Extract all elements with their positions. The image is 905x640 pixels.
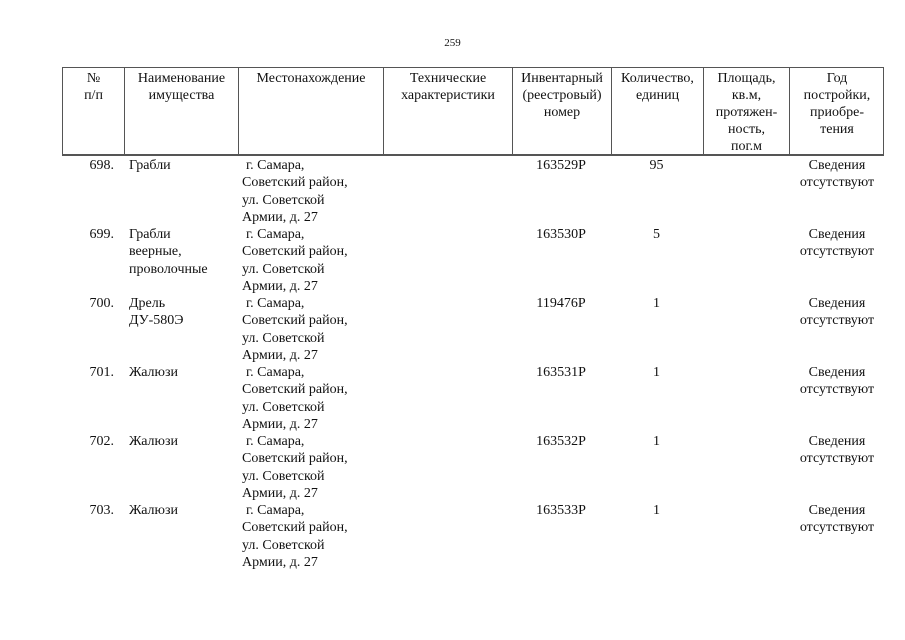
header-line: Технические [409,71,487,86]
location-line: Армии, д. 27 [242,348,318,364]
name-line: Дрель [129,296,166,311]
header-line: кв.м, [731,88,762,103]
row-name [129,295,239,330]
row-location [242,157,382,227]
row-inventory: 163529Р [536,158,586,173]
header-name [124,68,238,155]
header-quantity [611,68,703,155]
header-line: протяжен- [715,105,778,120]
name-line: проволочные [129,261,208,277]
table-row [62,295,884,364]
header-line: пог.м [730,139,762,154]
row-number: 702. [89,434,114,449]
table-header [62,67,884,155]
year-line: отсутствуют [799,451,875,467]
table-row [62,157,884,226]
location-line: Советский район, [242,244,348,260]
row-quantity: 1 [653,296,660,311]
location-line: Армии, д. 27 [242,210,318,226]
year-line: Сведения [808,503,866,518]
header-line: ность, [727,122,766,137]
header-line: Инвентарный [521,71,603,86]
location-line: ул. Советской [242,399,325,415]
header-line: Наименование [137,71,226,86]
row-inventory: 163531Р [536,365,586,380]
header-inventory [512,68,611,155]
header-bottom-rule [62,155,884,156]
location-line: Армии, д. 27 [242,417,318,433]
location-line: ул. Советской [242,261,325,277]
location-line: г. Самара, [246,434,305,449]
location-line: Армии, д. 27 [242,279,318,295]
year-line: Сведения [808,434,866,449]
location-line: г. Самара, [246,158,305,173]
header-line: Год [826,71,848,86]
header-line: п/п [84,88,103,103]
row-number: 699. [89,227,114,242]
year-line: Сведения [808,296,866,311]
row-location [242,364,382,434]
header-line: (реестровый) [522,88,602,103]
header-number [63,68,124,155]
year-line: отсутствуют [799,520,875,536]
name-line: веерные, [129,244,182,260]
header-line: характеристики [401,88,495,103]
row-quantity: 5 [653,227,660,242]
name-line: Грабли [129,158,171,173]
year-line: Сведения [808,227,866,242]
header-line: тения [820,122,854,137]
row-location [242,502,382,572]
location-line: ул. Советской [242,192,325,208]
year-line: отсутствуют [799,313,875,329]
row-year [790,226,884,261]
row-number: 703. [89,503,114,518]
header-line: постройки, [803,88,871,103]
row-year [790,157,884,192]
name-line: Жалюзи [129,365,178,380]
table-row [62,502,884,571]
year-line: отсутствуют [799,382,875,398]
location-line: Армии, д. 27 [242,486,318,502]
header-line: приобре- [810,105,864,120]
location-line: Армии, д. 27 [242,555,318,571]
row-year [790,502,884,537]
header-specs [383,68,512,155]
location-line: ул. Советской [242,330,325,346]
row-quantity: 95 [649,158,664,173]
row-number: 701. [89,365,114,380]
row-inventory: 163532Р [536,434,586,449]
row-quantity: 1 [653,434,660,449]
location-line: ул. Советской [242,537,325,553]
row-name [129,157,239,174]
row-year [790,433,884,468]
row-quantity: 1 [653,503,660,518]
page-number: 259 [444,37,461,49]
table-row [62,364,884,433]
location-line: г. Самара, [246,227,305,242]
header-line: имущества [148,88,215,103]
table-body [62,157,884,571]
header-year [789,68,884,155]
row-year [790,364,884,399]
name-line: Жалюзи [129,434,178,449]
table-row [62,226,884,295]
location-line: г. Самара, [246,296,305,311]
location-line: Советский район, [242,382,348,398]
year-line: отсутствуют [799,244,875,260]
row-location [242,295,382,365]
header-location [238,68,383,155]
location-line: Советский район, [242,451,348,467]
header-line: Количество, [621,71,694,86]
row-year [790,295,884,330]
name-line: Жалюзи [129,503,178,518]
name-line: ДУ-580Э [129,313,184,329]
row-location [242,226,382,296]
header-line: № [86,71,101,86]
location-line: г. Самара, [246,503,305,518]
row-name [129,226,239,278]
location-line: Советский район, [242,313,348,329]
row-inventory: 163530Р [536,227,586,242]
row-inventory: 163533Р [536,503,586,518]
row-location [242,433,382,503]
header-line: номер [543,105,581,120]
year-line: Сведения [808,158,866,173]
row-name [129,433,239,450]
location-line: Советский район, [242,175,348,191]
header-line: Местонахождение [256,71,366,86]
row-quantity: 1 [653,365,660,380]
header-area [703,68,789,155]
row-name [129,364,239,381]
name-line: Грабли [129,227,171,242]
location-line: Советский район, [242,520,348,536]
location-line: ул. Советской [242,468,325,484]
year-line: Сведения [808,365,866,380]
row-name [129,502,239,519]
location-line: г. Самара, [246,365,305,380]
header-line: Площадь, [717,71,776,86]
header-line: единиц [635,88,680,103]
row-inventory: 119476Р [536,296,586,311]
year-line: отсутствуют [799,175,875,191]
row-number: 700. [89,296,114,311]
row-number: 698. [89,158,114,173]
table-row [62,433,884,502]
